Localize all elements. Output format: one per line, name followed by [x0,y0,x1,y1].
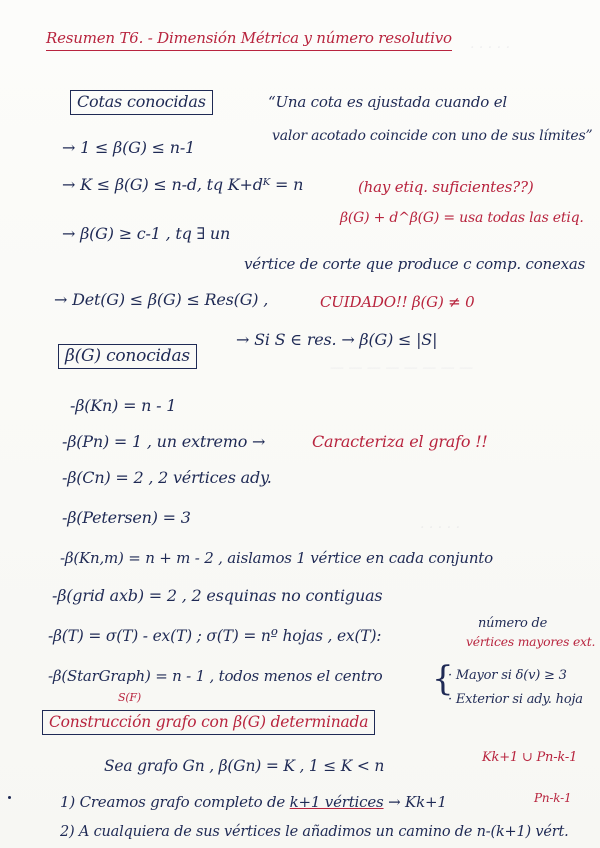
options-brace: { [432,659,454,699]
bleed-through-text: · · · · · [420,520,461,536]
construction-step-2: 2) A cualquiera de sus vértices le añadimos un camino de n-(k+1) vért. [60,824,569,840]
page-title: Resumen T6. - Dimensión Métrica y número resolutivo [46,28,452,51]
margin-dot [8,796,11,799]
bleed-through-text: — — — — — — — — [330,360,474,376]
beta-cycle-graph: -β(Cn) = 2 , 2 vértices ady. [62,468,272,487]
step-1-underlined: k+1 vértices [289,793,384,811]
section-heading-beta: β(G) conocidas [58,344,197,369]
quote-line-2: valor acotado coincide con uno de sus límites” [272,128,593,144]
section-heading-cotas: Cotas conocidas [70,90,213,115]
bound-item-2: → K ≤ β(G) ≤ n-d, tq K+dᴷ = n [62,175,304,194]
beta-path-graph: -β(Pn) = 1 , un extremo → [62,432,266,451]
tree-note-line-2: vértices mayores ext. [466,635,596,649]
construction-statement: Sea grafo Gn , β(Gn) = K , 1 ≤ K < n [104,757,385,775]
beta-grid-graph: -β(grid axb) = 2 , 2 esquinas no contiguas [52,586,383,605]
beta-petersen-graph: -β(Petersen) = 3 [62,508,191,527]
bound-item-5: → Si S ∈ res. → β(G) ≤ |S| [236,330,438,349]
star-option-major: · Mayor si δ(v) ≥ 3 [448,668,567,683]
bound-item-2-note: (hay etiq. suficientes??) [358,178,534,196]
quote-line-1: “Una cota es ajustada cuando el [268,93,507,111]
construction-statement-note: Kk+1 ∪ Pn-k-1 [482,750,578,765]
construction-step-1-note: Pn-k-1 [534,791,572,805]
beta-bipartite-graph: -β(Kn,m) = n + m - 2 , aislamos 1 vértice en cada conjunto [60,549,493,567]
section-heading-construccion: Construcción grafo con β(G) determinada [42,710,375,735]
star-graph-subscript: S(F) [118,691,141,704]
bound-item-3-line-2: vértice de corte que produce c comp. conexas [244,255,586,273]
bound-item-1: → 1 ≤ β(G) ≤ n-1 [62,138,196,157]
bound-item-4-note: CUIDADO!! β(G) ≠ 0 [320,293,475,311]
bound-item-3-line-1: → β(G) ≥ c-1 , tq ∃ un [62,224,231,243]
tree-note-line-1: número de [478,616,548,631]
step-1-text: 1) Creamos grafo completo de [60,793,286,811]
bound-item-4: → Det(G) ≤ β(G) ≤ Res(G) , [54,290,269,309]
beta-path-graph-note: Caracteriza el grafo !! [312,432,488,451]
beta-star-graph: -β(StarGraph) = n - 1 , todos menos el centro [48,667,383,685]
bound-item-2-extra: β(G) + d^β(G) = usa todas las etiq. [340,210,584,226]
step-1-result: → Kk+1 [388,793,447,811]
construction-step-1 [60,792,447,812]
bleed-through-text: · · · · · [470,40,511,56]
star-option-exterior: · Exterior si ady. hoja [448,692,583,707]
beta-tree: -β(T) = σ(T) - ex(T) ; σ(T) = nº hojas , ex(T): [48,627,382,645]
beta-complete-graph: -β(Kn) = n - 1 [70,396,177,415]
